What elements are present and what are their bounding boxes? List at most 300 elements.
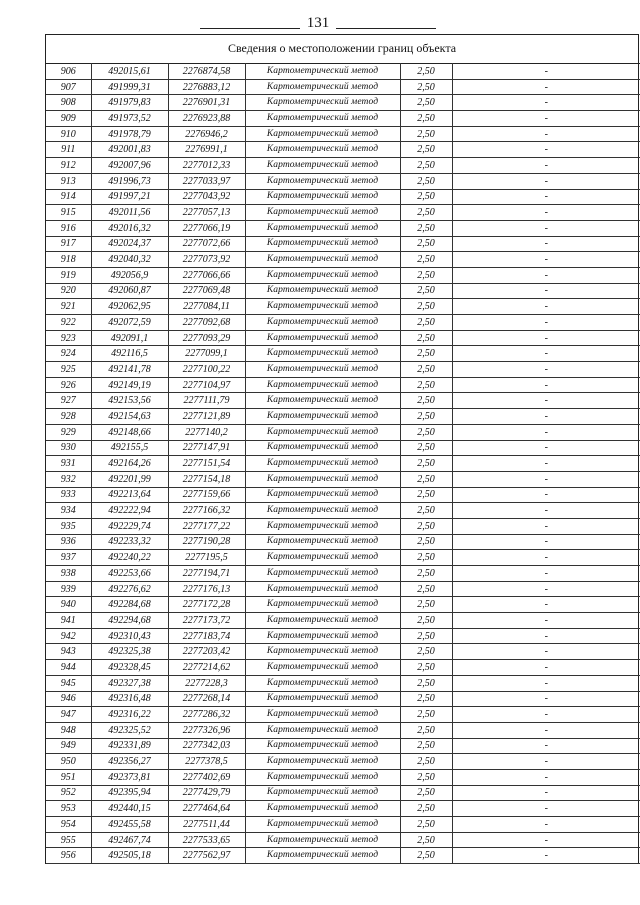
x-coordinate-cell: 491973,52 — [91, 111, 168, 127]
point-number-cell: 911 — [46, 142, 91, 158]
description-cell: - — [452, 126, 640, 142]
method-cell: Картометрический метод — [245, 315, 400, 331]
accuracy-cell: 2,50 — [400, 299, 452, 315]
y-coordinate-cell: 2276883,12 — [168, 79, 245, 95]
point-number-cell: 915 — [46, 205, 91, 221]
accuracy-cell: 2,50 — [400, 566, 452, 582]
description-cell: - — [452, 440, 640, 456]
x-coordinate-cell: 492149,19 — [91, 377, 168, 393]
method-cell: Картометрический метод — [245, 95, 400, 111]
method-cell: Картометрический метод — [245, 722, 400, 738]
description-cell: - — [452, 158, 640, 174]
x-coordinate-cell: 492316,48 — [91, 691, 168, 707]
x-coordinate-cell: 492062,95 — [91, 299, 168, 315]
y-coordinate-cell: 2277072,66 — [168, 236, 245, 252]
y-coordinate-cell: 2277183,74 — [168, 628, 245, 644]
point-number-cell: 939 — [46, 581, 91, 597]
x-coordinate-cell: 492072,59 — [91, 315, 168, 331]
description-cell: - — [452, 817, 640, 833]
y-coordinate-cell: 2277464,64 — [168, 801, 245, 817]
table-row — [46, 534, 640, 550]
table-row — [46, 267, 640, 283]
x-coordinate-cell: 492164,26 — [91, 456, 168, 472]
table-row — [46, 283, 640, 299]
accuracy-cell: 2,50 — [400, 769, 452, 785]
accuracy-cell: 2,50 — [400, 158, 452, 174]
description-cell: - — [452, 236, 640, 252]
table-row — [46, 205, 640, 221]
y-coordinate-cell: 2277203,42 — [168, 644, 245, 660]
method-cell: Картометрический метод — [245, 126, 400, 142]
description-cell: - — [452, 848, 640, 864]
description-cell: - — [452, 628, 640, 644]
table-row — [46, 722, 640, 738]
y-coordinate-cell: 2277326,96 — [168, 722, 245, 738]
accuracy-cell: 2,50 — [400, 283, 452, 299]
description-cell: - — [452, 722, 640, 738]
point-number-cell: 955 — [46, 832, 91, 848]
x-coordinate-cell: 492015,61 — [91, 64, 168, 80]
description-cell: - — [452, 377, 640, 393]
x-coordinate-cell: 492373,81 — [91, 769, 168, 785]
accuracy-cell: 2,50 — [400, 409, 452, 425]
x-coordinate-cell: 492016,32 — [91, 220, 168, 236]
y-coordinate-cell: 2277177,22 — [168, 518, 245, 534]
y-coordinate-cell: 2276991,1 — [168, 142, 245, 158]
y-coordinate-cell: 2277214,62 — [168, 660, 245, 676]
description-cell: - — [452, 644, 640, 660]
method-cell: Картометрический метод — [245, 660, 400, 676]
y-coordinate-cell: 2277069,48 — [168, 283, 245, 299]
point-number-cell: 933 — [46, 487, 91, 503]
description-cell: - — [452, 566, 640, 582]
method-cell: Картометрический метод — [245, 79, 400, 95]
x-coordinate-cell: 492316,22 — [91, 707, 168, 723]
table-row — [46, 644, 640, 660]
accuracy-cell: 2,50 — [400, 95, 452, 111]
description-cell: - — [452, 785, 640, 801]
y-coordinate-cell: 2277033,97 — [168, 173, 245, 189]
y-coordinate-cell: 2276901,31 — [168, 95, 245, 111]
y-coordinate-cell: 2277111,79 — [168, 393, 245, 409]
description-cell: - — [452, 330, 640, 346]
x-coordinate-cell: 492331,89 — [91, 738, 168, 754]
point-number-cell: 938 — [46, 566, 91, 582]
description-cell: - — [452, 252, 640, 268]
method-cell: Картометрический метод — [245, 785, 400, 801]
accuracy-cell: 2,50 — [400, 377, 452, 393]
y-coordinate-cell: 2277066,19 — [168, 220, 245, 236]
method-cell: Картометрический метод — [245, 613, 400, 629]
point-number-cell: 926 — [46, 377, 91, 393]
accuracy-cell: 2,50 — [400, 691, 452, 707]
accuracy-cell: 2,50 — [400, 613, 452, 629]
y-coordinate-cell: 2277092,68 — [168, 315, 245, 331]
point-number-cell: 950 — [46, 754, 91, 770]
accuracy-cell: 2,50 — [400, 848, 452, 864]
method-cell: Картометрический метод — [245, 64, 400, 80]
accuracy-cell: 2,50 — [400, 362, 452, 378]
x-coordinate-cell: 492284,68 — [91, 597, 168, 613]
point-number-cell: 948 — [46, 722, 91, 738]
table-row — [46, 597, 640, 613]
point-number-cell: 917 — [46, 236, 91, 252]
method-cell: Картометрический метод — [245, 440, 400, 456]
y-coordinate-cell: 2277084,11 — [168, 299, 245, 315]
x-coordinate-cell: 492229,74 — [91, 518, 168, 534]
x-coordinate-cell: 492440,15 — [91, 801, 168, 817]
point-number-cell: 924 — [46, 346, 91, 362]
accuracy-cell: 2,50 — [400, 173, 452, 189]
method-cell: Картометрический метод — [245, 487, 400, 503]
accuracy-cell: 2,50 — [400, 236, 452, 252]
header-rule-right — [336, 28, 436, 29]
table-row — [46, 550, 640, 566]
table-row — [46, 236, 640, 252]
accuracy-cell: 2,50 — [400, 581, 452, 597]
table-row — [46, 503, 640, 519]
description-cell: - — [452, 550, 640, 566]
accuracy-cell: 2,50 — [400, 801, 452, 817]
method-cell: Картометрический метод — [245, 534, 400, 550]
y-coordinate-cell: 2277195,5 — [168, 550, 245, 566]
y-coordinate-cell: 2277172,28 — [168, 597, 245, 613]
point-number-cell: 945 — [46, 675, 91, 691]
accuracy-cell: 2,50 — [400, 346, 452, 362]
table-row — [46, 393, 640, 409]
y-coordinate-cell: 2277268,14 — [168, 691, 245, 707]
point-number-cell: 909 — [46, 111, 91, 127]
method-cell: Картометрический метод — [245, 832, 400, 848]
accuracy-cell: 2,50 — [400, 456, 452, 472]
table-row — [46, 330, 640, 346]
description-cell: - — [452, 283, 640, 299]
method-cell: Картометрический метод — [245, 377, 400, 393]
point-number-cell: 946 — [46, 691, 91, 707]
method-cell: Картометрический метод — [245, 597, 400, 613]
y-coordinate-cell: 2277066,66 — [168, 267, 245, 283]
description-cell: - — [452, 518, 640, 534]
table-row — [46, 440, 640, 456]
method-cell: Картометрический метод — [245, 205, 400, 221]
table-row — [46, 111, 640, 127]
table-row — [46, 220, 640, 236]
method-cell: Картометрический метод — [245, 330, 400, 346]
point-number-cell: 908 — [46, 95, 91, 111]
x-coordinate-cell: 492153,56 — [91, 393, 168, 409]
accuracy-cell: 2,50 — [400, 393, 452, 409]
description-cell: - — [452, 832, 640, 848]
accuracy-cell: 2,50 — [400, 817, 452, 833]
accuracy-cell: 2,50 — [400, 754, 452, 770]
page-number: 131 — [306, 15, 330, 31]
y-coordinate-cell: 2277121,89 — [168, 409, 245, 425]
x-coordinate-cell: 492222,94 — [91, 503, 168, 519]
accuracy-cell: 2,50 — [400, 675, 452, 691]
accuracy-cell: 2,50 — [400, 628, 452, 644]
x-coordinate-cell: 492327,38 — [91, 675, 168, 691]
table-row — [46, 518, 640, 534]
method-cell: Картометрический метод — [245, 267, 400, 283]
y-coordinate-cell: 2277286,32 — [168, 707, 245, 723]
method-cell: Картометрический метод — [245, 456, 400, 472]
method-cell: Картометрический метод — [245, 628, 400, 644]
method-cell: Картометрический метод — [245, 817, 400, 833]
description-cell: - — [452, 362, 640, 378]
description-cell: - — [452, 173, 640, 189]
point-number-cell: 942 — [46, 628, 91, 644]
y-coordinate-cell: 2277140,2 — [168, 424, 245, 440]
method-cell: Картометрический метод — [245, 424, 400, 440]
table-row — [46, 691, 640, 707]
y-coordinate-cell: 2277093,29 — [168, 330, 245, 346]
point-number-cell: 943 — [46, 644, 91, 660]
accuracy-cell: 2,50 — [400, 644, 452, 660]
accuracy-cell: 2,50 — [400, 440, 452, 456]
method-cell: Картометрический метод — [245, 503, 400, 519]
method-cell: Картометрический метод — [245, 252, 400, 268]
method-cell: Картометрический метод — [245, 299, 400, 315]
accuracy-cell: 2,50 — [400, 785, 452, 801]
y-coordinate-cell: 2277166,32 — [168, 503, 245, 519]
table-body — [46, 64, 640, 864]
description-cell: - — [452, 613, 640, 629]
page-header — [0, 14, 640, 34]
point-number-cell: 949 — [46, 738, 91, 754]
y-coordinate-cell: 2277147,91 — [168, 440, 245, 456]
table-row — [46, 95, 640, 111]
table-row — [46, 848, 640, 864]
description-cell: - — [452, 487, 640, 503]
point-number-cell: 937 — [46, 550, 91, 566]
point-number-cell: 952 — [46, 785, 91, 801]
table-row — [46, 487, 640, 503]
x-coordinate-cell: 492141,78 — [91, 362, 168, 378]
x-coordinate-cell: 492325,38 — [91, 644, 168, 660]
x-coordinate-cell: 492213,64 — [91, 487, 168, 503]
method-cell: Картометрический метод — [245, 644, 400, 660]
x-coordinate-cell: 492505,18 — [91, 848, 168, 864]
point-number-cell: 928 — [46, 409, 91, 425]
x-coordinate-cell: 492240,22 — [91, 550, 168, 566]
description-cell: - — [452, 581, 640, 597]
table-row — [46, 456, 640, 472]
point-number-cell: 910 — [46, 126, 91, 142]
method-cell: Картометрический метод — [245, 754, 400, 770]
accuracy-cell: 2,50 — [400, 142, 452, 158]
header-rule-left — [200, 28, 300, 29]
table-row — [46, 613, 640, 629]
x-coordinate-cell: 492455,58 — [91, 817, 168, 833]
y-coordinate-cell: 2277159,66 — [168, 487, 245, 503]
method-cell: Картометрический метод — [245, 409, 400, 425]
x-coordinate-cell: 491999,31 — [91, 79, 168, 95]
point-number-cell: 944 — [46, 660, 91, 676]
accuracy-cell: 2,50 — [400, 220, 452, 236]
description-cell: - — [452, 675, 640, 691]
description-cell: - — [452, 769, 640, 785]
point-number-cell: 918 — [46, 252, 91, 268]
y-coordinate-cell: 2277173,72 — [168, 613, 245, 629]
point-number-cell: 912 — [46, 158, 91, 174]
y-coordinate-cell: 2277190,28 — [168, 534, 245, 550]
table-row — [46, 315, 640, 331]
x-coordinate-cell: 492148,66 — [91, 424, 168, 440]
table-row — [46, 346, 640, 362]
point-number-cell: 954 — [46, 817, 91, 833]
description-cell: - — [452, 754, 640, 770]
y-coordinate-cell: 2277100,22 — [168, 362, 245, 378]
method-cell: Картометрический метод — [245, 142, 400, 158]
description-cell: - — [452, 471, 640, 487]
description-cell: - — [452, 95, 640, 111]
point-number-cell: 922 — [46, 315, 91, 331]
point-number-cell: 923 — [46, 330, 91, 346]
accuracy-cell: 2,50 — [400, 315, 452, 331]
method-cell: Картометрический метод — [245, 707, 400, 723]
table-row — [46, 158, 640, 174]
table-row — [46, 707, 640, 723]
table-row — [46, 566, 640, 582]
description-cell: - — [452, 346, 640, 362]
y-coordinate-cell: 2277043,92 — [168, 189, 245, 205]
x-coordinate-cell: 492024,37 — [91, 236, 168, 252]
description-cell: - — [452, 142, 640, 158]
y-coordinate-cell: 2277429,79 — [168, 785, 245, 801]
description-cell: - — [452, 707, 640, 723]
y-coordinate-cell: 2277154,18 — [168, 471, 245, 487]
method-cell: Картометрический метод — [245, 283, 400, 299]
accuracy-cell: 2,50 — [400, 597, 452, 613]
method-cell: Картометрический метод — [245, 691, 400, 707]
x-coordinate-cell: 492001,83 — [91, 142, 168, 158]
x-coordinate-cell: 492356,27 — [91, 754, 168, 770]
y-coordinate-cell: 2277104,97 — [168, 377, 245, 393]
accuracy-cell: 2,50 — [400, 518, 452, 534]
x-coordinate-cell: 492007,96 — [91, 158, 168, 174]
table-row — [46, 64, 640, 80]
y-coordinate-cell: 2277073,92 — [168, 252, 245, 268]
point-number-cell: 921 — [46, 299, 91, 315]
x-coordinate-cell: 492011,56 — [91, 205, 168, 221]
point-number-cell: 931 — [46, 456, 91, 472]
x-coordinate-cell: 492116,5 — [91, 346, 168, 362]
table-row — [46, 299, 640, 315]
method-cell: Картометрический метод — [245, 362, 400, 378]
method-cell: Картометрический метод — [245, 848, 400, 864]
method-cell: Картометрический метод — [245, 581, 400, 597]
description-cell: - — [452, 691, 640, 707]
y-coordinate-cell: 2277057,13 — [168, 205, 245, 221]
table-row — [46, 738, 640, 754]
accuracy-cell: 2,50 — [400, 722, 452, 738]
accuracy-cell: 2,50 — [400, 550, 452, 566]
description-cell: - — [452, 738, 640, 754]
method-cell: Картометрический метод — [245, 236, 400, 252]
x-coordinate-cell: 492233,32 — [91, 534, 168, 550]
description-cell: - — [452, 424, 640, 440]
point-number-cell: 953 — [46, 801, 91, 817]
description-cell: - — [452, 299, 640, 315]
table-row — [46, 173, 640, 189]
boundary-coordinates-table — [46, 63, 640, 864]
point-number-cell: 929 — [46, 424, 91, 440]
y-coordinate-cell: 2277342,03 — [168, 738, 245, 754]
y-coordinate-cell: 2276923,88 — [168, 111, 245, 127]
point-number-cell: 956 — [46, 848, 91, 864]
point-number-cell: 930 — [46, 440, 91, 456]
x-coordinate-cell: 492467,74 — [91, 832, 168, 848]
table-row — [46, 126, 640, 142]
x-coordinate-cell: 492154,63 — [91, 409, 168, 425]
x-coordinate-cell: 491979,83 — [91, 95, 168, 111]
point-number-cell: 925 — [46, 362, 91, 378]
y-coordinate-cell: 2277194,71 — [168, 566, 245, 582]
point-number-cell: 936 — [46, 534, 91, 550]
description-cell: - — [452, 64, 640, 80]
method-cell: Картометрический метод — [245, 801, 400, 817]
x-coordinate-cell: 492056,9 — [91, 267, 168, 283]
point-number-cell: 927 — [46, 393, 91, 409]
section-title: Сведения о местоположении границ объекта — [227, 41, 457, 55]
point-number-cell: 947 — [46, 707, 91, 723]
table-row — [46, 142, 640, 158]
x-coordinate-cell: 491978,79 — [91, 126, 168, 142]
method-cell: Картометрический метод — [245, 769, 400, 785]
description-cell: - — [452, 189, 640, 205]
accuracy-cell: 2,50 — [400, 205, 452, 221]
y-coordinate-cell: 2277228,3 — [168, 675, 245, 691]
accuracy-cell: 2,50 — [400, 707, 452, 723]
table-row — [46, 675, 640, 691]
method-cell: Картометрический метод — [245, 738, 400, 754]
point-number-cell: 913 — [46, 173, 91, 189]
y-coordinate-cell: 2277012,33 — [168, 158, 245, 174]
x-coordinate-cell: 492328,45 — [91, 660, 168, 676]
table-row — [46, 471, 640, 487]
accuracy-cell: 2,50 — [400, 252, 452, 268]
table-row — [46, 377, 640, 393]
method-cell: Картометрический метод — [245, 173, 400, 189]
table-row — [46, 424, 640, 440]
x-coordinate-cell: 492040,32 — [91, 252, 168, 268]
method-cell: Картометрический метод — [245, 566, 400, 582]
table-row — [46, 832, 640, 848]
x-coordinate-cell: 491997,21 — [91, 189, 168, 205]
description-cell: - — [452, 111, 640, 127]
accuracy-cell: 2,50 — [400, 660, 452, 676]
table-row — [46, 785, 640, 801]
x-coordinate-cell: 491996,73 — [91, 173, 168, 189]
accuracy-cell: 2,50 — [400, 111, 452, 127]
accuracy-cell: 2,50 — [400, 79, 452, 95]
y-coordinate-cell: 2277378,5 — [168, 754, 245, 770]
point-number-cell: 941 — [46, 613, 91, 629]
method-cell: Картометрический метод — [245, 346, 400, 362]
y-coordinate-cell: 2277402,69 — [168, 769, 245, 785]
description-cell: - — [452, 315, 640, 331]
table-row — [46, 817, 640, 833]
description-cell: - — [452, 220, 640, 236]
point-number-cell: 907 — [46, 79, 91, 95]
point-number-cell: 932 — [46, 471, 91, 487]
table-row — [46, 362, 640, 378]
description-cell: - — [452, 801, 640, 817]
description-cell: - — [452, 393, 640, 409]
accuracy-cell: 2,50 — [400, 330, 452, 346]
x-coordinate-cell: 492310,43 — [91, 628, 168, 644]
accuracy-cell: 2,50 — [400, 126, 452, 142]
